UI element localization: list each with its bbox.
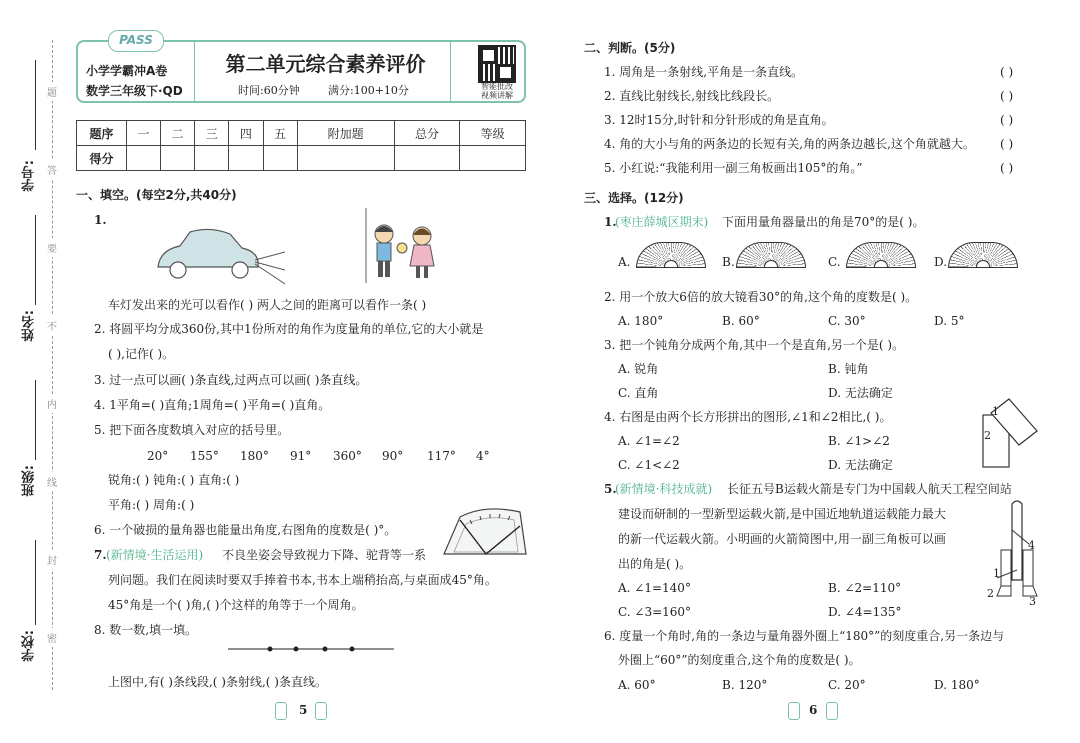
option-label[interactable]: A. 60°	[618, 678, 656, 692]
choice-3-text: 3. 把一个钝角分成两个角,其中一个是直角,另一个是( )。	[604, 338, 905, 352]
option-label[interactable]: B. 120°	[722, 678, 768, 692]
degree-value: 360°	[333, 449, 362, 463]
question-7-blanks: 45°角是一个( )角,( )个这样的角等于一个周角。	[108, 598, 364, 612]
judge-item: 3. 12时15分,时针和分针形成的角是直角。	[604, 113, 834, 127]
table-cell: 得分	[77, 146, 127, 171]
option-label[interactable]: C. 直角	[618, 386, 659, 400]
degree-value: 91°	[290, 449, 312, 463]
score-input-cell[interactable]	[161, 146, 195, 171]
angle-label-4: 4	[1028, 539, 1035, 552]
option-label[interactable]: D. 无法确定	[828, 386, 893, 400]
choice-1-text: 下面用量角器量出的角是70°的是( )。	[722, 215, 925, 229]
children-illustration	[362, 208, 447, 283]
option-label[interactable]: B.	[722, 255, 735, 269]
exam-time: 时间:60分钟	[238, 84, 300, 97]
qr-caption: 智能批改 视频讲解	[481, 82, 513, 100]
option-label[interactable]: B. ∠2=110°	[828, 581, 902, 595]
student-id-label: 学号:	[22, 160, 37, 192]
series-name: 小学学霸冲A卷	[86, 64, 168, 78]
choice-6-text: 外圈上“60°”的刻度重合,这个角的度数是( )。	[618, 653, 861, 667]
gutter-char: 题	[47, 82, 57, 101]
class-blank	[35, 380, 36, 460]
choice-4-text: 4. 右图是由两个长方形拼出的图形,∠1和∠2相比,( )。	[604, 410, 892, 424]
full-score: 满分:100+10分	[328, 84, 409, 97]
score-input-cell[interactable]	[263, 146, 297, 171]
table-cell: 题序	[77, 121, 127, 146]
page-number: 6	[809, 703, 818, 717]
question-7-text: 不良坐姿会导致视力下降、驼背等一系	[222, 548, 427, 562]
judge-item: 1. 周角是一条射线,平角是一条直线。	[604, 65, 804, 79]
table-row	[77, 121, 526, 146]
angle-label-2: 2	[987, 587, 994, 600]
question-4: 4. 1平角=( )直角;1周角=( )平角=( )直角。	[94, 398, 331, 412]
score-input-cell[interactable]	[229, 146, 263, 171]
choice-5-text: 出的角是( )。	[618, 557, 692, 571]
option-label[interactable]: D. 180°	[934, 678, 980, 692]
option-label[interactable]: D. 5°	[934, 314, 965, 328]
angle-label-1: 1	[993, 567, 1000, 580]
table-cell: 二	[161, 121, 195, 146]
car-headlight-illustration	[150, 222, 285, 292]
table-cell: 四	[229, 121, 263, 146]
judge-answer-blank[interactable]: ( )	[1000, 161, 1014, 175]
grade-label: 数学三年级下·QD	[86, 84, 183, 98]
section-true-false-title: 二、判断。(5分)	[584, 41, 676, 55]
option-label[interactable]: D. 无法确定	[828, 458, 893, 472]
score-input-cell[interactable]	[394, 146, 460, 171]
option-label[interactable]: C. ∠1<∠2	[618, 458, 680, 472]
judge-answer-blank[interactable]: ( )	[1000, 137, 1014, 151]
question-8-blanks: 上图中,有( )条线段,( )条射线,( )条直线。	[108, 675, 327, 689]
judge-item: 5. 小红说:“我能利用一副三角板画出105°的角。”	[604, 161, 863, 175]
degree-value: 117°	[427, 449, 456, 463]
context-tag: (新情境·科技成就)	[615, 482, 713, 496]
option-label[interactable]: A. ∠1=∠2	[618, 434, 680, 448]
choice-5-text: 的新一代运载火箭。小明画的火箭简图中,用一副三角板可以画	[618, 532, 946, 546]
source-tag: (枣庄薛城区期末)	[615, 215, 709, 229]
angle-label-1: 1	[992, 405, 999, 418]
option-label[interactable]: C. 20°	[828, 678, 866, 692]
question-6: 6. 一个破损的量角器也能量出角度,右图角的度数是( )°。	[94, 523, 397, 537]
option-label[interactable]: A. 锐角	[618, 362, 659, 376]
table-cell: 总分	[394, 121, 460, 146]
school-label: 学校:	[22, 630, 37, 662]
exam-header	[76, 33, 526, 103]
option-label[interactable]: B. 钝角	[828, 362, 869, 376]
score-input-cell[interactable]	[195, 146, 229, 171]
judge-item: 2. 直线比射线长,射线比线段长。	[604, 89, 780, 103]
option-label[interactable]: B. ∠1>∠2	[828, 434, 890, 448]
binding-dashed-line	[52, 40, 53, 690]
gutter-char: 密	[47, 628, 57, 647]
question-number: 1.	[94, 213, 107, 227]
table-cell: 五	[263, 121, 297, 146]
option-label[interactable]: C. 30°	[828, 314, 866, 328]
protractor-icon	[736, 242, 806, 268]
option-label[interactable]: D. ∠4=135°	[828, 605, 902, 619]
judge-answer-blank[interactable]: ( )	[1000, 65, 1014, 79]
score-input-cell[interactable]	[297, 146, 394, 171]
question-2: 2. 将圆平均分成360份,其中1份所对的角作为度量角的单位,它的大小就是	[94, 322, 484, 336]
degree-value: 180°	[240, 449, 269, 463]
question-5: 5. 把下面各度数填入对应的括号里。	[94, 423, 290, 437]
context-tag: (新情境·生活运用)	[106, 548, 204, 562]
gutter-char: 不	[47, 316, 57, 335]
class-label: 班级:	[22, 465, 37, 497]
question-number: 5.	[604, 482, 617, 496]
protractor-icon	[846, 242, 916, 268]
score-input-cell[interactable]	[460, 146, 526, 171]
score-table	[76, 120, 526, 171]
score-input-cell[interactable]	[127, 146, 161, 171]
choice-2-text: 2. 用一个放大6倍的放大镜看30°的角,这个角的度数是( )。	[604, 290, 918, 304]
judge-item: 4. 角的大小与角的两条边的长短有关,角的两条边越长,这个角就越大。	[604, 137, 975, 151]
question-8: 8. 数一数,填一填。	[94, 623, 198, 637]
gutter-char: 要	[47, 238, 57, 257]
angle-label-3: 3	[1029, 595, 1036, 608]
table-cell: 三	[195, 121, 229, 146]
option-label[interactable]: A.	[618, 255, 631, 269]
table-cell: 附加题	[297, 121, 394, 146]
choice-5-text: 建设而研制的一型新型运载火箭,是中国近地轨道运载能力最大	[618, 507, 946, 521]
student-id-blank	[35, 60, 36, 150]
option-label[interactable]: A. ∠1=140°	[618, 581, 691, 595]
question-2-blanks: ( ),记作( )。	[108, 347, 175, 361]
gutter-char: 内	[47, 394, 57, 413]
angle-category-row-1: 锐角:( ) 钝角:( ) 直角:( )	[108, 473, 240, 487]
question-number: 7.	[94, 548, 107, 562]
degree-value: 20°	[147, 449, 169, 463]
degree-value: 90°	[382, 449, 404, 463]
page-number: 5	[299, 703, 308, 717]
angle-label-2: 2	[984, 429, 991, 442]
question-3: 3. 过一点可以画( )条直线,过两点可以画( )条直线。	[94, 373, 368, 387]
degree-value: 4°	[476, 449, 490, 463]
degree-value: 155°	[190, 449, 219, 463]
section-fill-blank-title: 一、填空。(每空2分,共40分)	[76, 188, 237, 202]
protractor-icon	[636, 242, 706, 268]
table-cell: 一	[127, 121, 161, 146]
table-cell: 等级	[460, 121, 526, 146]
gutter-char: 封	[47, 550, 57, 569]
name-label: 姓名:	[22, 310, 37, 342]
option-label[interactable]: A. 180°	[618, 314, 664, 328]
choice-5-text: 长征五号B运载火箭是专门为中国载人航天工程空间站	[727, 482, 1012, 496]
angle-category-row-2: 平角:( ) 周角:( )	[108, 498, 195, 512]
section-multiple-choice-title: 三、选择。(12分)	[584, 191, 684, 205]
pass-logo: PASS	[108, 30, 164, 52]
q1-answer-line: 车灯发出来的光可以看作( ) 两人之间的距离可以看作一条( )	[108, 298, 427, 312]
name-blank	[35, 215, 36, 305]
gutter-char: 线	[47, 472, 57, 491]
line-with-points-figure	[228, 642, 394, 656]
page-title: 第二单元综合素养评价	[225, 52, 426, 76]
broken-protractor-illustration	[440, 502, 530, 557]
option-label[interactable]: B. 60°	[722, 314, 760, 328]
table-row	[77, 146, 526, 171]
gutter-char: 答	[47, 160, 57, 179]
option-label[interactable]: D.	[934, 255, 948, 269]
question-number: 1.	[604, 215, 617, 229]
choice-6-text: 6. 度量一个角时,角的一条边与量角器外圈上“180°”的刻度重合,另一条边与	[604, 629, 1005, 643]
option-label[interactable]: C. ∠3=160°	[618, 605, 692, 619]
option-label[interactable]: C.	[828, 255, 841, 269]
judge-answer-blank[interactable]: ( )	[1000, 113, 1014, 127]
protractor-icon	[948, 242, 1018, 268]
question-7-text: 列问题。我们在阅读时要双手捧着书本,书本上端稍抬高,与桌面成45°角。	[108, 573, 497, 587]
judge-answer-blank[interactable]: ( )	[1000, 89, 1014, 103]
qr-code-icon[interactable]	[478, 45, 516, 83]
school-blank	[35, 540, 36, 625]
